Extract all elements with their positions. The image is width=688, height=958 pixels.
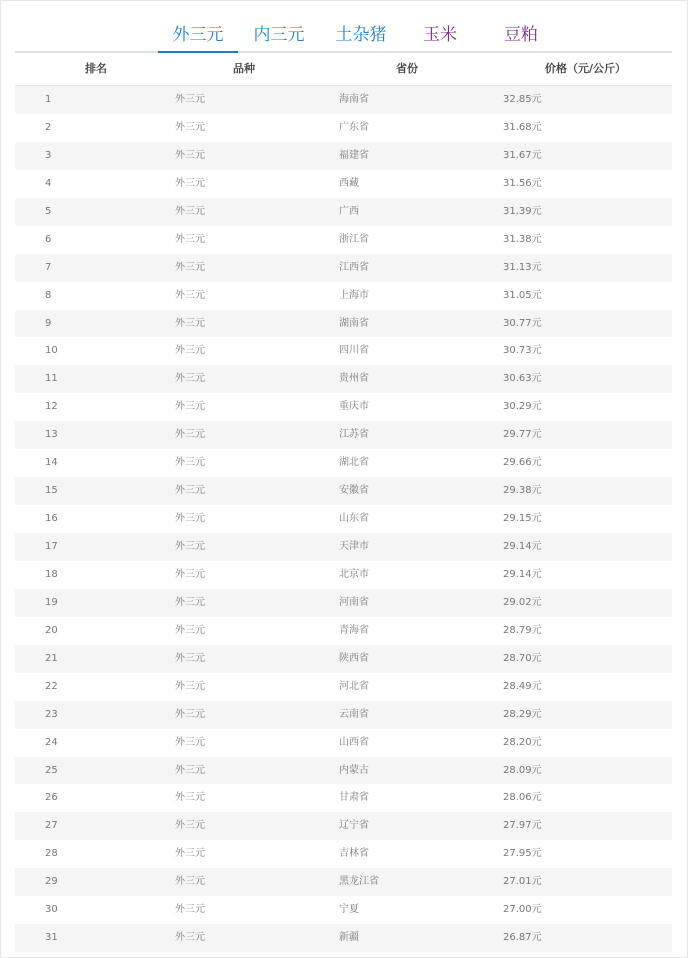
variety-cell: 外三元 bbox=[175, 233, 205, 245]
rank-cell: 30 bbox=[45, 904, 58, 916]
price-cell: 28.29元 bbox=[503, 708, 542, 720]
price-cell: 28.09元 bbox=[503, 764, 542, 776]
province-cell: 广东省 bbox=[339, 121, 369, 133]
province-cell: 宁夏 bbox=[339, 904, 359, 916]
price-cell: 29.66元 bbox=[503, 457, 542, 469]
table-row bbox=[15, 757, 672, 785]
province-cell: 上海市 bbox=[339, 289, 369, 301]
province-cell: 湖北省 bbox=[339, 457, 369, 469]
table-header bbox=[15, 53, 672, 86]
price-cell: 28.70元 bbox=[503, 652, 542, 664]
tab-neisanyuan[interactable]: 内三元 bbox=[253, 25, 305, 45]
tab-waisanyuan[interactable]: 外三元 bbox=[158, 21, 238, 53]
table-row bbox=[15, 701, 672, 729]
variety-cell: 外三元 bbox=[175, 848, 205, 860]
province-cell: 重庆市 bbox=[339, 401, 369, 413]
table-row bbox=[15, 393, 672, 421]
table-row bbox=[15, 282, 672, 310]
variety-cell: 外三元 bbox=[175, 904, 205, 916]
table-row bbox=[15, 198, 672, 226]
rank-cell: 5 bbox=[45, 205, 52, 217]
tab-yumi[interactable]: 玉米 bbox=[423, 25, 457, 45]
rank-cell: 15 bbox=[45, 485, 58, 497]
variety-cell: 外三元 bbox=[175, 876, 205, 888]
price-cell: 31.67元 bbox=[503, 149, 542, 161]
price-cell: 31.05元 bbox=[503, 289, 542, 301]
table-row bbox=[15, 617, 672, 645]
rank-cell: 26 bbox=[45, 792, 58, 804]
tab-doupo[interactable]: 豆粕 bbox=[504, 25, 538, 45]
rank-cell: 28 bbox=[45, 848, 58, 860]
price-cell: 28.06元 bbox=[503, 792, 542, 804]
variety-cell: 外三元 bbox=[175, 568, 205, 580]
table-row bbox=[15, 868, 672, 896]
table-row bbox=[15, 589, 672, 617]
province-cell: 河南省 bbox=[339, 596, 369, 608]
province-cell: 新疆 bbox=[339, 932, 359, 944]
province-cell: 山西省 bbox=[339, 736, 369, 748]
table-row bbox=[15, 477, 672, 505]
price-cell: 27.01元 bbox=[503, 876, 542, 888]
rank-cell: 1 bbox=[45, 94, 52, 105]
table-row bbox=[15, 114, 672, 142]
rank-cell: 10 bbox=[45, 345, 58, 357]
price-cell: 31.39元 bbox=[503, 205, 542, 217]
province-cell: 河北省 bbox=[339, 680, 369, 692]
table-row bbox=[15, 561, 672, 589]
rank-cell: 19 bbox=[45, 596, 58, 608]
province-cell: 青海省 bbox=[339, 624, 369, 636]
price-cell: 27.95元 bbox=[503, 848, 542, 860]
variety-cell: 外三元 bbox=[175, 764, 205, 776]
table-row bbox=[15, 86, 672, 114]
rank-cell: 21 bbox=[45, 652, 58, 664]
rank-cell: 16 bbox=[45, 513, 58, 525]
price-cell: 30.73元 bbox=[503, 345, 542, 357]
price-cell: 29.14元 bbox=[503, 568, 542, 580]
rank-cell: 7 bbox=[45, 261, 52, 273]
table-row bbox=[15, 673, 672, 701]
variety-cell: 外三元 bbox=[175, 708, 205, 720]
table-row bbox=[15, 449, 672, 477]
variety-cell: 外三元 bbox=[175, 680, 205, 692]
province-cell: 北京市 bbox=[339, 568, 369, 580]
rank-cell: 18 bbox=[45, 568, 58, 580]
rank-cell: 29 bbox=[45, 876, 58, 888]
variety-cell: 外三元 bbox=[175, 624, 205, 636]
variety-cell: 外三元 bbox=[175, 177, 205, 189]
table-row bbox=[15, 337, 672, 365]
province-cell: 海南省 bbox=[339, 94, 369, 105]
province-cell: 内蒙古 bbox=[339, 764, 369, 776]
header-variety: 品种 bbox=[233, 62, 255, 75]
province-cell: 安徽省 bbox=[339, 485, 369, 497]
rank-cell: 23 bbox=[45, 708, 58, 720]
province-cell: 湖南省 bbox=[339, 317, 369, 329]
province-cell: 福建省 bbox=[339, 149, 369, 161]
province-cell: 天津市 bbox=[339, 541, 369, 552]
table-row bbox=[15, 729, 672, 757]
table-row bbox=[15, 170, 672, 198]
table-row bbox=[15, 896, 672, 924]
rank-cell: 31 bbox=[45, 932, 58, 944]
table-row bbox=[15, 784, 672, 812]
province-cell: 江苏省 bbox=[339, 429, 369, 441]
province-cell: 四川省 bbox=[339, 345, 369, 357]
variety-cell: 外三元 bbox=[175, 289, 205, 301]
variety-cell: 外三元 bbox=[175, 457, 205, 469]
province-cell: 吉林省 bbox=[339, 848, 369, 860]
province-cell: 广西 bbox=[339, 205, 359, 217]
header-rank: 排名 bbox=[85, 62, 107, 75]
table-row bbox=[15, 505, 672, 533]
price-cell: 29.77元 bbox=[503, 429, 542, 441]
rank-cell: 24 bbox=[45, 736, 58, 748]
price-cell: 31.13元 bbox=[503, 261, 542, 273]
variety-cell: 外三元 bbox=[175, 596, 205, 608]
province-cell: 甘肃省 bbox=[339, 792, 369, 804]
variety-cell: 外三元 bbox=[175, 149, 205, 161]
variety-cell: 外三元 bbox=[175, 429, 205, 441]
price-cell: 29.15元 bbox=[503, 513, 542, 525]
rank-cell: 2 bbox=[45, 121, 52, 133]
price-cell: 29.02元 bbox=[503, 596, 542, 608]
variety-cell: 外三元 bbox=[175, 317, 205, 329]
province-cell: 云南省 bbox=[339, 708, 369, 720]
rank-cell: 4 bbox=[45, 177, 52, 189]
variety-cell: 外三元 bbox=[175, 401, 205, 413]
table-row bbox=[15, 254, 672, 282]
rank-cell: 12 bbox=[45, 401, 58, 413]
price-cell: 27.97元 bbox=[503, 820, 542, 832]
tab-bar bbox=[15, 1, 672, 53]
rank-cell: 27 bbox=[45, 820, 58, 832]
price-cell: 31.38元 bbox=[503, 233, 542, 245]
province-cell: 陕西省 bbox=[339, 652, 369, 664]
variety-cell: 外三元 bbox=[175, 541, 205, 552]
price-cell: 30.77元 bbox=[503, 317, 542, 329]
table-row bbox=[15, 142, 672, 170]
table-row bbox=[15, 645, 672, 673]
variety-cell: 外三元 bbox=[175, 205, 205, 217]
price-cell: 31.68元 bbox=[503, 121, 542, 133]
variety-cell: 外三元 bbox=[175, 261, 205, 273]
rank-cell: 17 bbox=[45, 541, 58, 552]
table-body bbox=[15, 86, 672, 952]
table-row bbox=[15, 840, 672, 868]
rank-cell: 8 bbox=[45, 289, 52, 301]
table-row bbox=[15, 365, 672, 393]
rank-cell: 9 bbox=[45, 317, 52, 329]
tab-tuzazhu[interactable]: 土杂猪 bbox=[335, 25, 387, 45]
variety-cell: 外三元 bbox=[175, 345, 205, 357]
province-cell: 浙江省 bbox=[339, 233, 369, 245]
price-cell: 27.00元 bbox=[503, 904, 542, 916]
variety-cell: 外三元 bbox=[175, 513, 205, 525]
price-cell: 28.20元 bbox=[503, 736, 542, 748]
variety-cell: 外三元 bbox=[175, 485, 205, 497]
province-cell: 山东省 bbox=[339, 513, 369, 525]
rank-cell: 11 bbox=[45, 373, 58, 385]
price-cell: 26.87元 bbox=[503, 932, 542, 944]
price-cell: 31.56元 bbox=[503, 177, 542, 189]
rank-cell: 25 bbox=[45, 764, 58, 776]
table-row bbox=[15, 533, 672, 561]
province-cell: 黑龙江省 bbox=[339, 876, 379, 888]
rank-cell: 3 bbox=[45, 149, 52, 161]
rank-cell: 14 bbox=[45, 457, 58, 469]
price-cell: 32.85元 bbox=[503, 94, 542, 105]
variety-cell: 外三元 bbox=[175, 94, 205, 105]
rank-cell: 13 bbox=[45, 429, 58, 441]
variety-cell: 外三元 bbox=[175, 932, 205, 944]
price-cell: 28.49元 bbox=[503, 680, 542, 692]
header-price: 价格（元/公斤） bbox=[545, 62, 627, 75]
table-row bbox=[15, 812, 672, 840]
province-cell: 贵州省 bbox=[339, 373, 369, 385]
price-cell: 28.79元 bbox=[503, 624, 542, 636]
price-cell: 30.63元 bbox=[503, 373, 542, 385]
price-cell: 29.38元 bbox=[503, 485, 542, 497]
variety-cell: 外三元 bbox=[175, 792, 205, 804]
table-row bbox=[15, 924, 672, 952]
table-row bbox=[15, 226, 672, 254]
province-cell: 江西省 bbox=[339, 261, 369, 273]
price-cell: 29.14元 bbox=[503, 541, 542, 552]
table-row bbox=[15, 310, 672, 338]
variety-cell: 外三元 bbox=[175, 652, 205, 664]
variety-cell: 外三元 bbox=[175, 820, 205, 832]
province-cell: 西藏 bbox=[339, 177, 359, 189]
province-cell: 辽宁省 bbox=[339, 820, 369, 832]
rank-cell: 6 bbox=[45, 233, 52, 245]
table-row bbox=[15, 421, 672, 449]
rank-cell: 20 bbox=[45, 624, 58, 636]
rank-cell: 22 bbox=[45, 680, 58, 692]
variety-cell: 外三元 bbox=[175, 736, 205, 748]
price-cell: 30.29元 bbox=[503, 401, 542, 413]
header-province: 省份 bbox=[396, 62, 418, 75]
variety-cell: 外三元 bbox=[175, 121, 205, 133]
variety-cell: 外三元 bbox=[175, 373, 205, 385]
